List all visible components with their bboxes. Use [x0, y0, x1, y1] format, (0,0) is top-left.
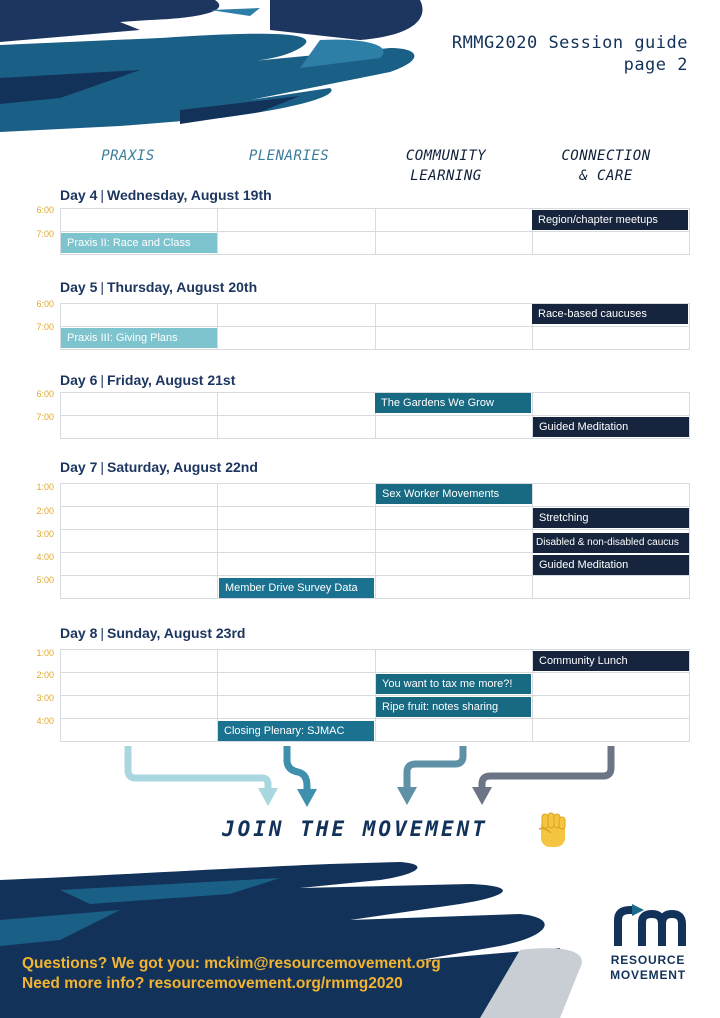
event-block: Praxis II: Race and Class — [61, 233, 217, 253]
event-block: Member Drive Survey Data — [219, 578, 374, 598]
event-block: Ripe fruit: notes sharing — [376, 697, 531, 717]
day-date: Saturday, August 22nd — [107, 459, 258, 475]
event-block: Stretching — [533, 508, 689, 528]
day-number: Day 4 — [60, 187, 98, 203]
day-date: Wednesday, August 19th — [107, 187, 272, 203]
time-label: 7:00 — [36, 412, 54, 422]
day-number: Day 7 — [60, 459, 98, 475]
separator: | — [100, 459, 104, 475]
time-label: 4:00 — [36, 552, 54, 562]
column-header-label: & CARE — [579, 168, 633, 184]
column-header-label: PRAXIS — [101, 148, 155, 164]
footer-more-info: Need more info? resourcemovement.org/rmmg2020 — [22, 975, 403, 992]
event-block: Sex Worker Movements — [376, 484, 532, 504]
resource-movement-logo — [598, 904, 698, 983]
day-number: Day 6 — [60, 372, 98, 388]
rm-logo-mark — [608, 904, 688, 948]
event-block: You want to tax me more?! — [376, 674, 531, 694]
time-label: 5:00 — [36, 575, 54, 585]
event-block: Community Lunch — [533, 651, 689, 671]
time-label: 7:00 — [36, 322, 54, 332]
event-block: Race-based caucuses — [532, 304, 688, 324]
time-label: 6:00 — [36, 389, 54, 399]
event-block: Guided Meditation — [533, 417, 689, 437]
day-number: Day 5 — [60, 279, 98, 295]
time-label: 3:00 — [36, 693, 54, 703]
time-label: 1:00 — [36, 482, 54, 492]
logo-line-1: RESOURCE — [610, 953, 686, 967]
day-date: Friday, August 21st — [107, 372, 236, 388]
time-label: 6:00 — [36, 205, 54, 215]
footer-questions: Questions? We got you: mckim@resourcemovement.org — [22, 955, 441, 972]
event-block: Disabled & non-disabled caucus — [533, 533, 689, 553]
header-title: RMMG2020 Session guide — [451, 33, 688, 53]
day-date: Thursday, August 20th — [107, 279, 258, 295]
day-date: Sunday, August 23rd — [107, 625, 246, 641]
column-header-label: PLENARIES — [248, 148, 330, 164]
event-block: Praxis III: Giving Plans — [61, 328, 217, 348]
event-block: Guided Meditation — [533, 555, 689, 575]
separator: | — [100, 372, 104, 388]
column-header-label: LEARNING — [410, 168, 482, 184]
separator: | — [100, 625, 104, 641]
event-block: Region/chapter meetups — [532, 210, 688, 230]
event-block: Closing Plenary: SJMAC — [218, 721, 374, 741]
time-label: 2:00 — [36, 506, 54, 516]
join-the-movement-heading — [222, 817, 488, 841]
raised-fist-icon — [533, 811, 573, 853]
header-page-number: page 2 — [623, 55, 688, 75]
event-block: The Gardens We Grow — [375, 393, 531, 413]
cta-text: JOIN THE MOVEMENT — [222, 817, 488, 841]
time-label: 2:00 — [36, 670, 54, 680]
logo-line-2: MOVEMENT — [610, 968, 686, 982]
time-label: 7:00 — [36, 229, 54, 239]
separator: | — [100, 279, 104, 295]
time-label: 6:00 — [36, 299, 54, 309]
column-header-label: COMMUNITY — [405, 148, 487, 164]
separator: | — [100, 187, 104, 203]
time-label: 4:00 — [36, 716, 54, 726]
column-header-label: CONNECTION — [561, 148, 651, 164]
time-label: 3:00 — [36, 529, 54, 539]
time-label: 1:00 — [36, 648, 54, 658]
day-number: Day 8 — [60, 625, 98, 641]
